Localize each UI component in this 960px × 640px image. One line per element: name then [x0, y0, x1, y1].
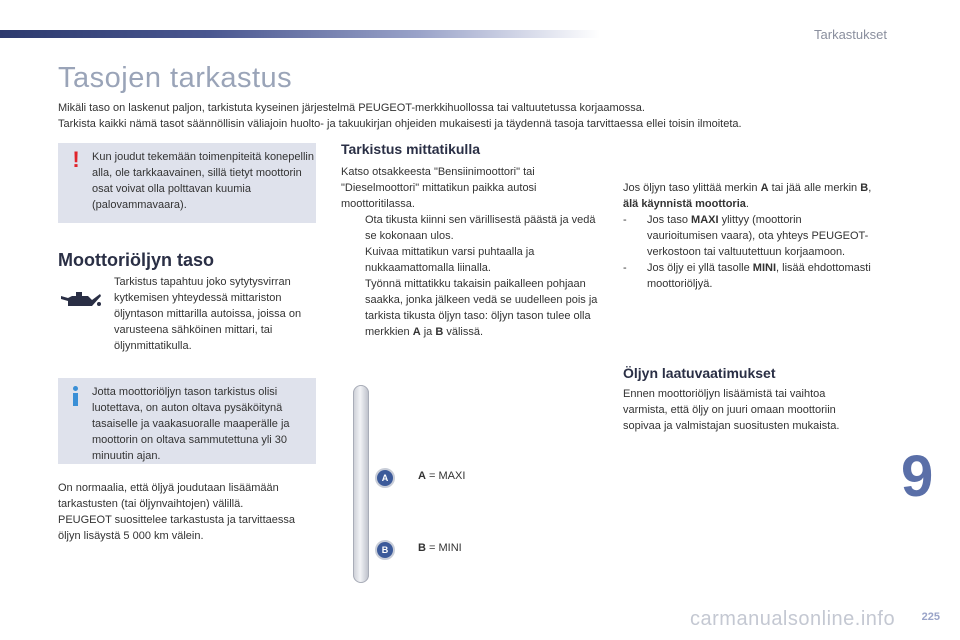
warning-text: Kun joudut tekemään toimenpiteitä konepellin alla, ole tarkkaavainen, sillä tietyt moottorin osat voivat olla polttavan kuumia (palovammavaara). — [92, 151, 314, 211]
text: tai jää alle merkin — [768, 182, 861, 194]
exclamation-icon: ! — [72, 147, 80, 172]
text: Jos öljyn taso ylittää merkin — [623, 182, 761, 194]
info-box — [58, 378, 316, 464]
step-text: Työnnä mittatikku takaisin paikalleen pohjaan saakka, jonka jälkeen vedä se uudelleen pois ja tarkista tikusta öljyn taso: öljyn tason tulee olla merkkien — [365, 278, 598, 338]
text: , lisää ehdottomasti moottoriöljyä. — [647, 262, 871, 290]
dash-marker: - — [623, 214, 627, 226]
intro-line-1: Mikäli taso on laskenut paljon, tarkistuta kyseinen järjestelmä PEUGEOT-merkkihuollossa tai valtuutetussa korjaamossa. — [58, 102, 645, 114]
oil-level-heading: Moottoriöljyn taso — [58, 250, 214, 270]
oil-level-text: Tarkistus tapahtuu joko sytytysvirran kytkemisen yhteydessä mittariston öljyntason mittarilla autoissa, joissa on varusteena sähköinen mittari, tai öljynmittatikulla. — [114, 276, 302, 352]
step-text: Ota tikusta kiinni sen värillisestä päästä ja vedä se kokonaan ulos. — [365, 214, 596, 242]
dipstick-illustration — [353, 385, 369, 583]
intro-line-2: Tarkista kaikki nämä tasot säännöllisin väliajoin huolto- ja takuukirjan ohjeiden mukaisesti ja täydennä tasoja tarvittaessa ellei toisin ilmoiteta. — [58, 118, 742, 130]
text: , — [868, 182, 872, 194]
list-item — [341, 244, 603, 276]
intro — [58, 100, 928, 132]
level-b-label — [418, 542, 462, 554]
dipstick-intro: Katso otsakkeesta "Bensiinimoottori" tai "Dieselmoottori" mittatikun paikka autosi moottoritilassa. — [341, 166, 537, 210]
level-b-badge: B — [375, 540, 395, 560]
mark-a: A — [760, 182, 769, 194]
level-a-badge: A — [375, 468, 395, 488]
dash-marker: - — [623, 262, 627, 274]
normal-text — [58, 480, 316, 544]
dipstick-heading: Tarkistus mittatikulla — [341, 141, 481, 157]
maxi-label: MAXI — [691, 214, 719, 226]
mini-label: MINI — [752, 262, 777, 274]
watermark: carmanualsonline.info — [690, 608, 896, 630]
text: ylittyy (moottorin vaurioitumisen vaara), ota yhteys PEUGEOT-verkostoon tai valtuutettuun korjaamoon. — [647, 214, 869, 258]
page-number: 225 — [921, 611, 940, 623]
dipstick-section — [341, 164, 603, 340]
info-icon — [68, 386, 82, 404]
step-text: ja — [420, 326, 436, 338]
list-item — [623, 212, 873, 260]
quality-heading: Öljyn laatuvaatimukset — [623, 365, 776, 381]
normal-text-1: On normaalia, että öljyä joudutaan lisäämään tarkastusten (tai öljynvaihtojen) välillä. — [58, 482, 279, 510]
dipstick-steps — [341, 212, 603, 340]
over-level-intro — [623, 180, 873, 212]
page-title: Tasojen tarkastus — [58, 62, 293, 94]
level-b-letter: B — [418, 542, 426, 554]
text: Jos öljy ei yllä tasolle — [647, 262, 753, 274]
header-bar — [0, 30, 600, 38]
oil-can-icon — [60, 290, 102, 312]
step-text: Kuivaa mittatikun varsi puhtaalla ja nukkaamattomalla liinalla. — [365, 246, 535, 274]
level-b-value: = MINI — [425, 542, 462, 554]
over-level-section — [623, 180, 873, 292]
warning-emphasis: älä käynnistä moottoria — [623, 198, 746, 210]
level-a-letter: A — [418, 470, 426, 482]
list-item — [341, 276, 603, 340]
chapter-number: 9 — [901, 444, 934, 509]
list-item — [341, 212, 603, 244]
step-text: välissä. — [443, 326, 484, 338]
info-text: Jotta moottoriöljyn tason tarkistus olisi luotettava, on auton oltava pysäköitynä tasaiselle ja vaakasuoralle maaperälle ja moottorin on oltava sammutettuna yli 30 minuutin ajan. — [92, 386, 290, 462]
section-title: Tarkastukset — [814, 27, 887, 42]
list-item — [623, 260, 873, 292]
mark-b: B — [860, 182, 869, 194]
quality-text: Ennen moottoriöljyn lisäämistä tai vaihtoa varmista, että öljy on juuri omaan moottoriin sopivaa ja valmistajan suositusten mukaista. — [623, 388, 840, 432]
over-level-list — [623, 212, 873, 292]
text: . — [745, 198, 749, 210]
level-a-value: = MAXI — [425, 470, 466, 482]
level-a-label — [418, 470, 465, 482]
warning-box — [58, 143, 316, 223]
mark-b: B — [435, 326, 444, 338]
mark-a: A — [412, 326, 421, 338]
normal-text-2: PEUGEOT suosittelee tarkastusta ja tarvittaessa öljyn lisäystä 5 000 km välein. — [58, 514, 296, 542]
text: Jos taso — [647, 214, 692, 226]
